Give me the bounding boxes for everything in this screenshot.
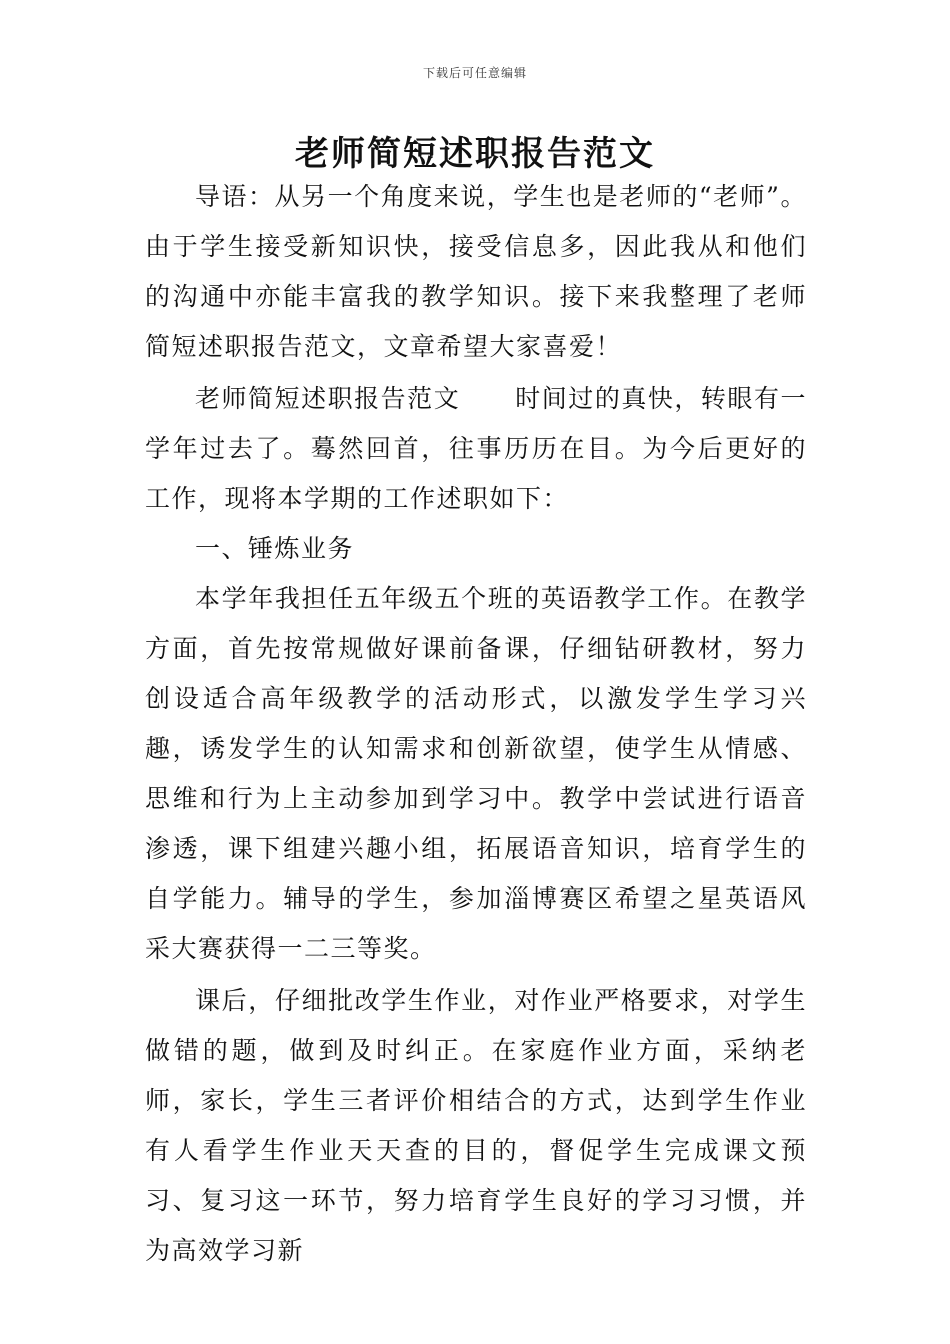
opening-paragraph-body: 时间过的真快，转眼有一学年过去了。蓦然回首，往事历历在目。为今后更好的工作，现将本学期的工作述职如下： — [145, 384, 807, 513]
document-title: 老师简短述职报告范文 — [295, 134, 655, 174]
opening-paragraph-title: 老师简短述职报告范文 — [195, 384, 461, 413]
section-heading-1: 一、锤炼业务 — [195, 534, 355, 563]
homework-paragraph: 课后，仔细批改学生作业，对作业严格要求，对学生做错的题，做到及时纠正。在家庭作业方面，采纳老师，家长，学生三者评价相结合的方式，达到学生作业有人看学生作业天天查的目的，督促学生完成课文预习、复习这一环节，努力培育学生良好的学习习惯，并为高效学习新 — [145, 986, 807, 1265]
opening-paragraph — [145, 374, 807, 524]
intro-paragraph: 导语：从另一个角度来说，学生也是老师的“老师”。由于学生接受新知识快，接受信息多，因此我从和他们的沟通中亦能丰富我的教学知识。接下来我整理了老师简短述职报告范文，文章希望大家喜爱！ — [145, 182, 807, 361]
header-note: 下载后可任意编辑 — [422, 66, 527, 80]
document-body — [145, 172, 807, 1276]
teaching-paragraph: 本学年我担任五年级五个班的英语教学工作。在教学方面，首先按常规做好课前备课，仔细钻研教材，努力创设适合高年级教学的活动形式，以激发学生学习兴趣，诱发学生的认知需求和创新欲望，使学生从情感、思维和行为上主动参加到学习中。教学中尝试进行语音渗透，课下组建兴趣小组，拓展语音知识，培育学生的自学能力。辅导的学生，参加淄博赛区希望之星英语风采大赛获得一二三等奖。 — [145, 584, 807, 963]
